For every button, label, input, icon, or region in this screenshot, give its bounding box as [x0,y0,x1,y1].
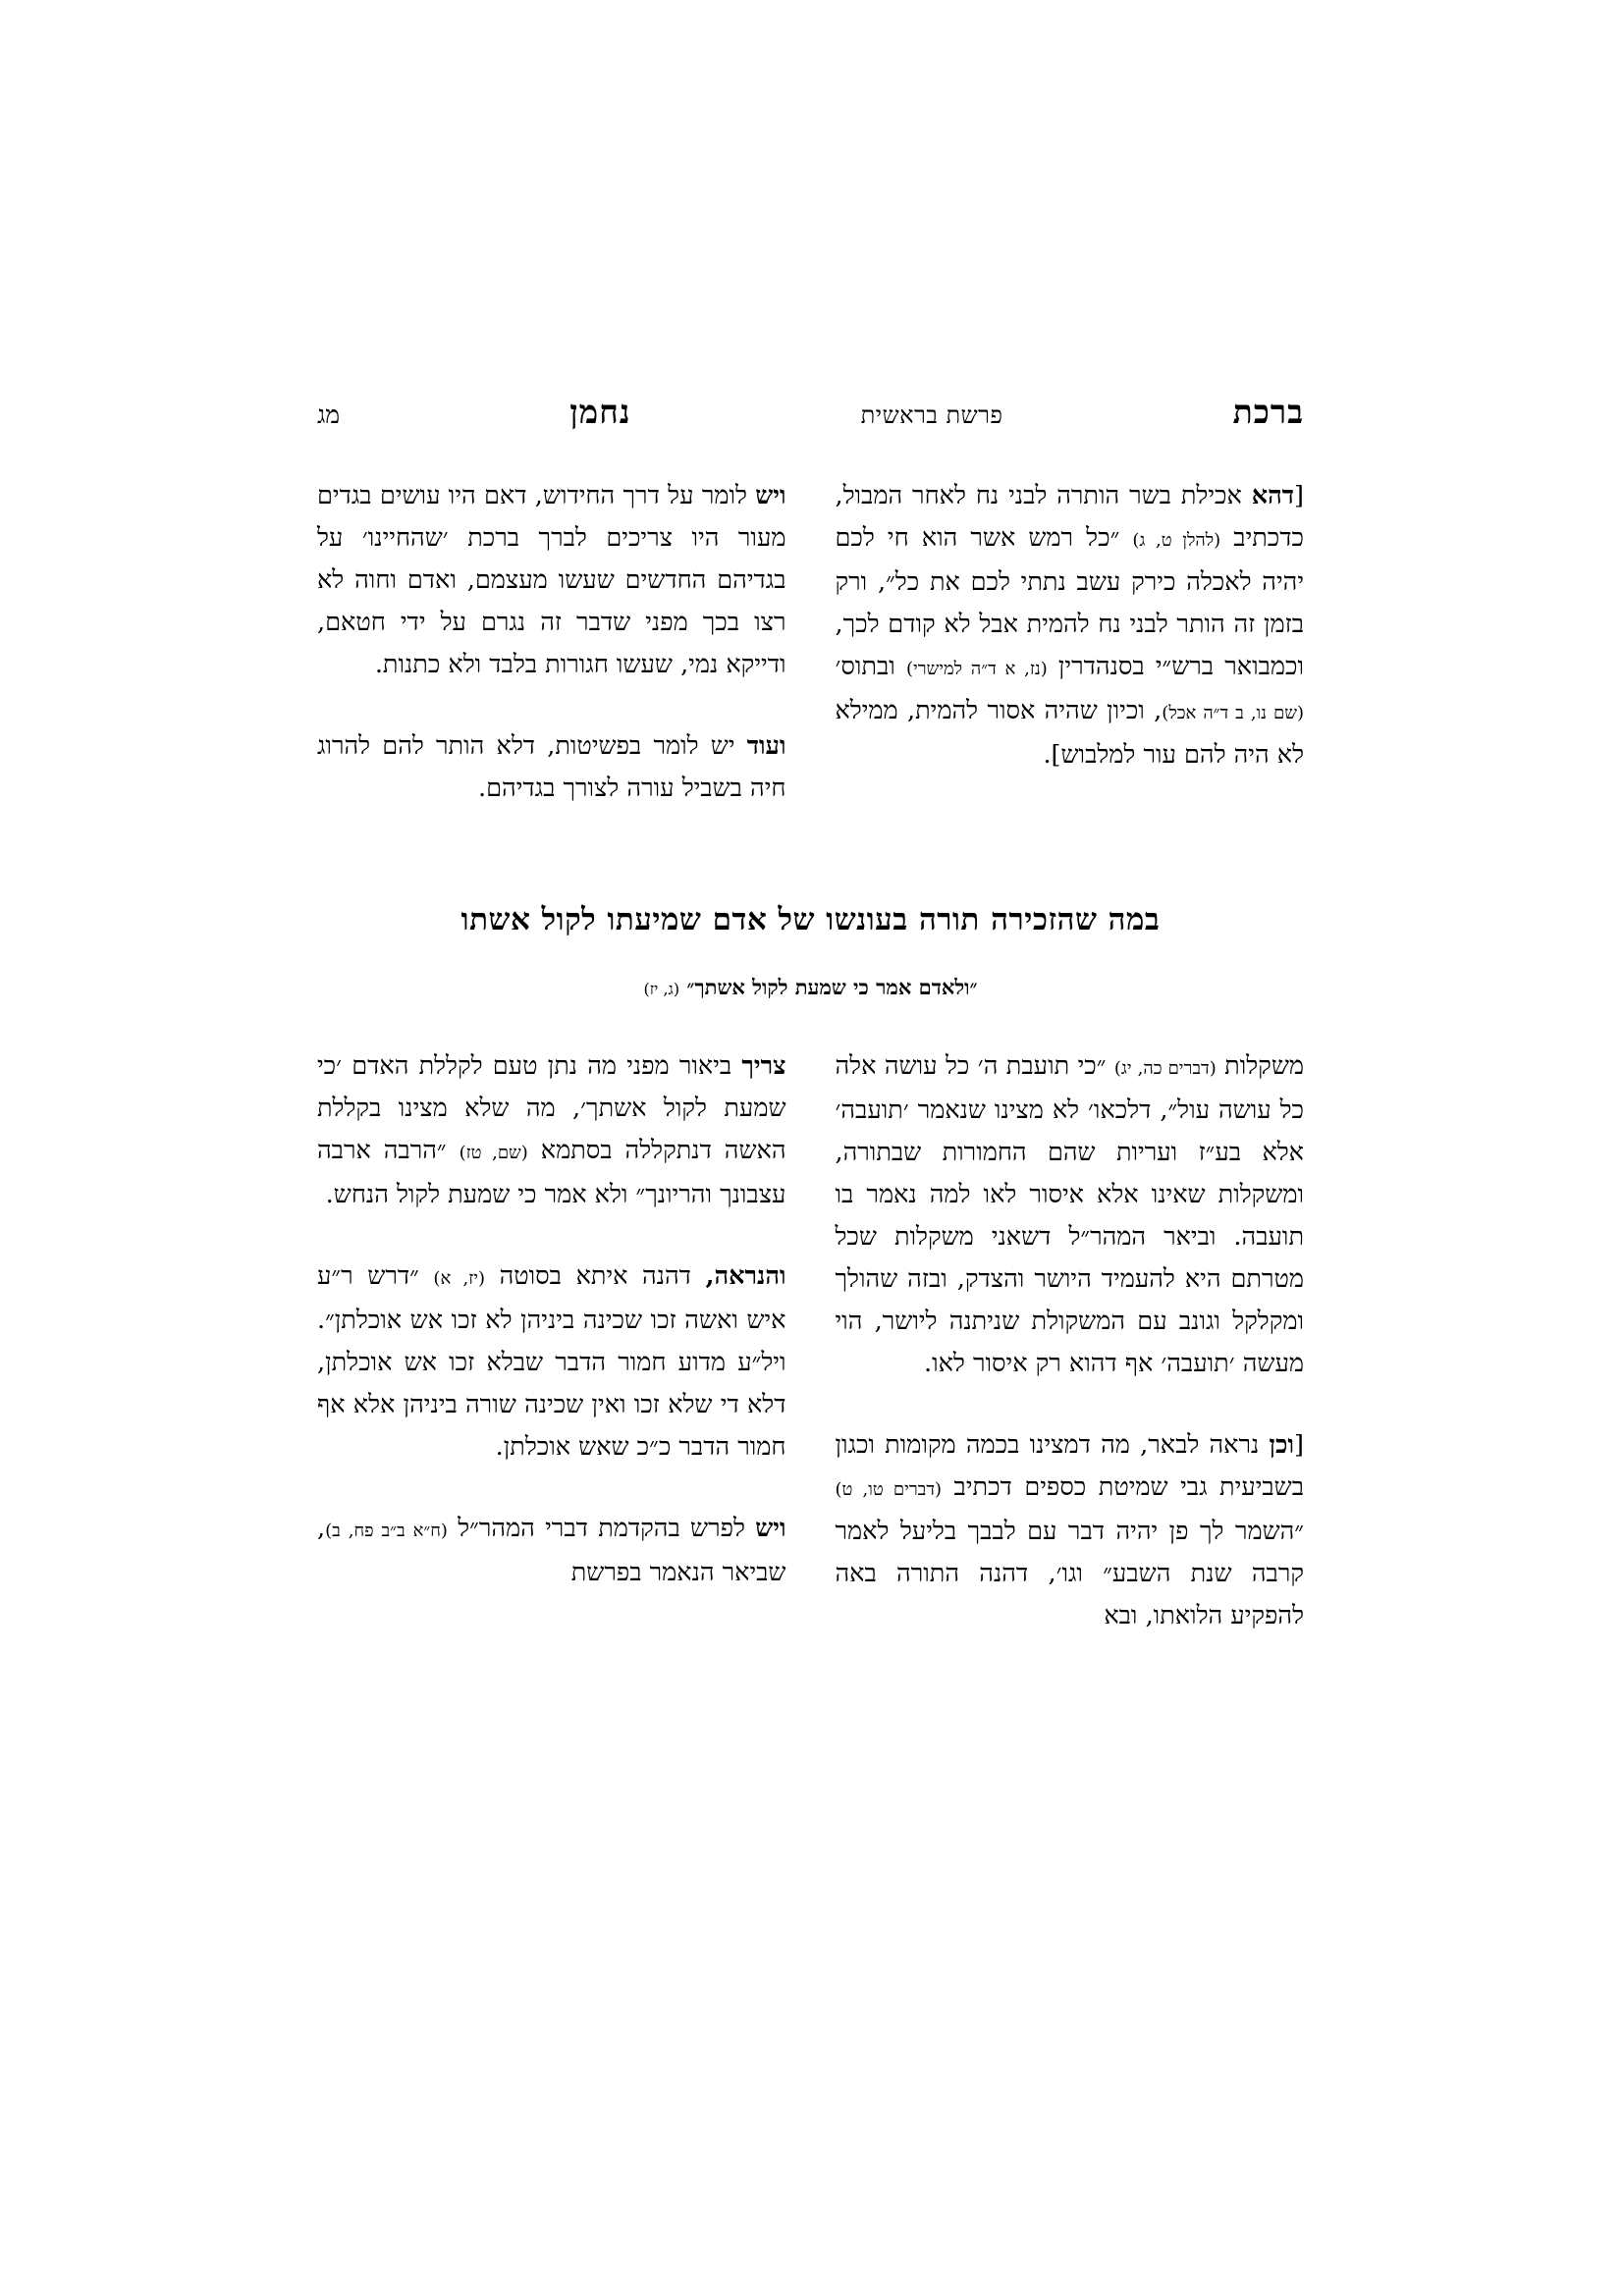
source-citation: (נז, א ד״ה למישרי) [905,659,1048,679]
paragraph-text: לומר על דרך החידוש, דאם היו עושים בגדים מעור היו צריכים לברך ברכת ׳שהחיינו׳ על בגדיהם החדשים שעשו מעצמם, ואדם וחוה לא רצו בכך מפני שדבר זה נגרם על ידי חטאם, ודייקא נמי, שעשו חגורות בלבד ולא כתנות. [317,481,786,679]
paragraph-vehanireh [317,1255,786,1468]
page-number: מג [317,400,341,429]
paragraph-veyesh [317,475,786,686]
paragraph-text: ״השמר לך פן יהיה דבר עם לבבך בליעל לאמר קרבה שנת השבע״ וגו׳, דהנה התורה באה להפקיע הלואתו, ובא [835,1517,1304,1630]
top-section-right-column [317,475,786,810]
running-head-author: נחמן [569,393,631,431]
source-citation: (דברים כה, יג) [1113,1058,1217,1079]
paragraph-text: ״הרבה ארבה עצבונך והריונך״ ולא אמר כי שמעת לקול הנחש. [317,1136,786,1209]
paragraph-text: ״כל רמש אשר הוא חי לכם יהיה לאכלה כירק עשב נתתי לכם את כל״, ורק בזמן זה הותר לבני נח להמית אבל לא קודם לכך, וכמבואר ברש״י בסנהדרין [835,523,1304,681]
running-head-book-title: ברכת [1232,393,1304,431]
paragraph-lead-word: ויש [755,481,786,510]
paragraph-lead-word: ועוד [746,731,786,761]
verse-citation: (ג, יז) [643,980,680,998]
paragraph-lead-word: והנראה, [705,1261,786,1291]
paragraph-text: אכילת בשר הותרה לבני נח לאחר המבול, כדכתיב [835,481,1304,553]
paragraph-lead-word: וכן [1269,1430,1295,1460]
paragraph-text: נראה לבאר, מה דמצינו בכמה מקומות וכגון בשביעית גבי שמיטת כספים דכתיב [835,1430,1305,1502]
bottom-section-left-column [836,1045,1305,1637]
paragraph-lead-word: צריך [741,1051,786,1081]
paragraph-lead-word: דהא [1251,481,1295,510]
source-citation: (דברים טו, ט) [835,1479,943,1500]
paragraph-text: ביאור מפני מה נתן טעם לקללת האדם ׳כי שמעת לקול אשתך׳, מה שלא מצינו בקללת האשה דנתקללה בסתמא [317,1051,786,1165]
source-citation: (שם נו, ב ד״ה אכל) [1162,703,1304,723]
bracket-open: [ [1294,481,1304,510]
paragraph-text: ״כי תועבת ה׳ כל עושה אלה כל עושה עול״, דלכאו׳ לא מצינו שנאמר ׳תועבה׳ אלא בע״ז ועריות שהם החמורות שבתורה, ומשקלות שאינו אלא איסור לאו למה נאמר בו תועבה. וביאר המהר״ל דשאני משקלות שכל מטרתם היא להעמיד היושר והצדק, ובזה שהולך ומקלקל וגונב עם המשקולת שניתנה ליושר, הוי מעשה ׳תועבה׳ אף דהוא רק איסור לאו. [835,1051,1304,1378]
paragraph-text: ״דרש ר״ע איש ואשה זכו שכינה ביניהן לא זכו אש אוכלתן״. ויל״ע מדוע חמור הדבר שבלא זכו אש אוכלתן, דלא די שלא זכו ואין שכינה שורה ביניהן אלא אף חמור הדבר כ״כ שאש אוכלתן. [317,1261,786,1462]
page-content [317,393,1304,1637]
source-citation: (ח״א ב״ב פח, ב) [325,1521,448,1541]
paragraph-text: , שביאר הנאמר בפרשת [317,1514,786,1587]
paragraph-text: , וכיון שהיה אסור להמית, ממילא לא היה להם עור למלבוש]. [835,696,1304,770]
paragraph-text: דהנה איתא בסוטה [484,1261,706,1291]
bottom-section-columns [317,1045,1304,1637]
section-heading: במה שהזכירה תורה בעונשו של אדם שמיעתו לקול אשתו [460,902,1161,937]
paragraph-deha [836,475,1305,776]
paragraph-veyesh-lefaresh [317,1508,786,1594]
running-head-parsha: פרשת בראשית [860,401,1003,429]
paragraph-vechen [836,1424,1305,1637]
bottom-section-right-column [317,1045,786,1637]
source-citation: (שם, טז) [459,1143,528,1163]
paragraph-text: לפרש בהקדמת דברי המהר״ל [447,1514,756,1543]
paragraph-text: יש לומר בפשיטות, דלא הותר להם להרוג חיה בשביל עורה לצורך בגדיהם. [317,731,786,803]
paragraph-text: משקלות [1216,1051,1305,1081]
source-citation: (יז, א) [433,1268,485,1289]
verse-text: ״ולאדם אמר כי שמעת לקול אשתך״ [686,975,978,999]
section-verse [317,975,1304,1000]
paragraph-lead-word: ויש [755,1514,786,1543]
source-citation: (להלן ט, ג) [1132,530,1221,551]
paragraph-text: ובתוס׳ [835,652,906,681]
paragraph-tzarich [317,1045,786,1216]
top-section-left-column [836,475,1305,810]
paragraph-veod [317,725,786,810]
paragraph-mishkalot [836,1045,1305,1385]
bracket-open: [ [1294,1430,1304,1460]
top-section-columns [317,475,1304,810]
running-head [317,393,1304,432]
